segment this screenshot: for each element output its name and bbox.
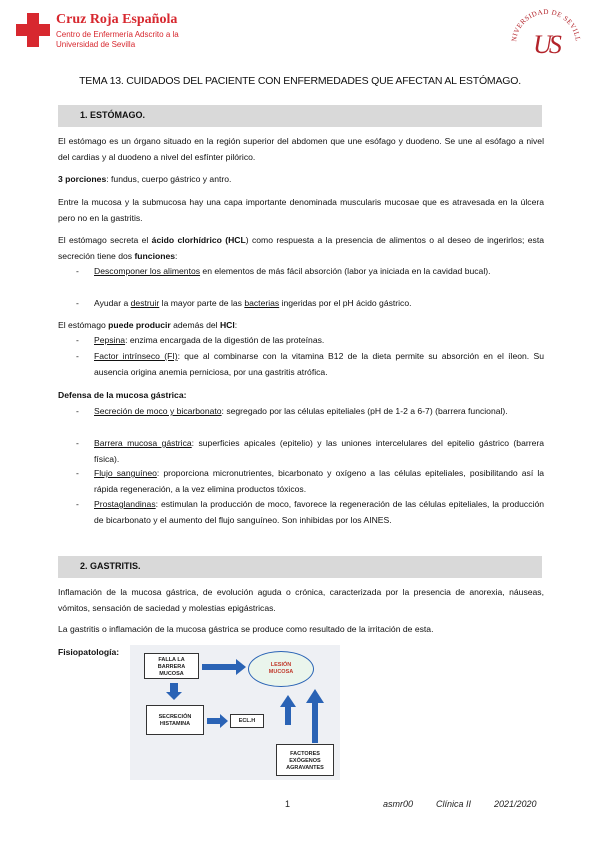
list-bullet: - (76, 406, 79, 416)
diagram-box-ecl: ECL.H (230, 714, 264, 728)
arrow-down-icon (166, 683, 182, 700)
list-bullet: - (76, 351, 79, 361)
list-item: Ayudar a destruir la mayor parte de las bacterias ingeridas por el pH ácido gástrico. (94, 298, 412, 308)
list-item: Flujo sanguíneo: proporciona micronutrientes, bicarbonato y oxígeno a las células epiteliales, posibilitando así la rápida regeneración, a la vez elimina productos tóxicos. (94, 468, 545, 494)
fisiopatologia-label: Fisiopatología: (58, 647, 120, 657)
red-cross-icon (16, 13, 50, 47)
list-item: Pepsina: enzima encargada de la digestión de las proteínas. (94, 335, 325, 345)
arrow-up-icon (306, 689, 324, 743)
footer-author: asmr00 (383, 799, 414, 809)
page-number: 1 (285, 799, 291, 809)
univ-arc-text: NIVERSIDAD DE SEVILL (510, 7, 582, 43)
list-item: Secreción de moco y bicarbonato: segregado por las células epiteliales (pH de 1-2 a 6-7) (barrera funcional). (94, 406, 508, 416)
footer-year: 2021/2020 (494, 799, 537, 809)
arrow-right-icon (207, 714, 228, 728)
defensa-heading: Defensa de la mucosa gástrica: (58, 390, 187, 400)
footer-course: Clínica II (436, 799, 472, 809)
list-item: Barrera mucosa gástrica: superficies apicales (epitelio) y las uniones intercelulares del epitelio gástrico (barrera física). (94, 438, 544, 464)
arrow-right-icon (202, 659, 246, 675)
list-item: Factor intrínseco (FI): que al combinarse con la vitamina B12 de la dieta permite su absorción en el íleon. Su ausencia origina anemia perniciosa, por una gastritis atrófica. (94, 351, 545, 377)
list-bullet: - (76, 298, 79, 308)
list-bullet: - (76, 438, 79, 448)
cruz-roja-logo (16, 10, 216, 58)
diagram-lesion-oval (248, 651, 314, 687)
paragraph: Inflamación de la mucosa gástrica, de evolución aguda o crónica, caracterizada por la presencia de anorexia, náuseas, vómitos, sensación de saciedad y molestias epigástricas. (58, 587, 544, 613)
fisiopatologia-diagram (130, 645, 340, 780)
list-bullet: - (76, 335, 79, 345)
diagram-box-secrecion: SECRECIÓN HISTAMINA (146, 705, 204, 735)
paragraph: Entre la mucosa y la submucosa hay una capa importante denominada muscularis mucosae que es atravesada en la úlcera pero no en la gastritis. (58, 197, 544, 223)
list-item: Prostaglandinas: estimulan la producción de moco, favorece la regeneración de las células epiteliales, la producción de bicarbonato y el aumento del flujo sanguíneo. Son inhibidas por los AINES. (94, 499, 544, 525)
section-heading-gastritis (58, 556, 542, 578)
paragraph: 3 porciones: fundus, cuerpo gástrico y antro. (58, 174, 232, 184)
arrow-up-icon (280, 695, 296, 725)
diagram-box-factores: FACTORES EXÓGENOS AGRAVANTES (276, 744, 334, 776)
page-title: TEMA 13. CUIDADOS DEL PACIENTE CON ENFERMEDADES QUE AFECTAN AL ESTÓMAGO. (79, 75, 521, 87)
diagram-box-falla-barrera: FALLA LA BARRERA MUCOSA (144, 653, 199, 679)
org-name: Cruz Roja Española (56, 12, 178, 27)
paragraph: El estómago es un órgano situado en la región superior del abdomen que une esófago y duodeno. Se une al esófago a nivel del cardias y al duodeno a nivel del esfínter pilórico. (58, 136, 544, 162)
section-heading-estomago (58, 105, 542, 127)
diagram-lesion-text: LESIÓN MUCOSA (268, 662, 294, 675)
list-bullet: - (76, 266, 79, 276)
org-sub1: Centro de Enfermería Adscrito a la (56, 30, 179, 39)
univ-monogram: US (533, 30, 559, 59)
list-item: Descomponer los alimentos en elementos de más fácil absorción (labor ya iniciada en la cavidad bucal). (94, 266, 491, 276)
paragraph: El estómago secreta el ácido clorhídrico (HCL) como respuesta a la presencia de alimentos o al deseo de ingerirlos; esta secreción tiene dos funciones: (58, 235, 544, 261)
list-bullet: - (76, 499, 79, 509)
section-heading-text: 1. ESTÓMAGO. (80, 110, 146, 120)
section-heading-text: 2. GASTRITIS. (80, 561, 141, 571)
org-sub2: Universidad de Sevilla (56, 40, 136, 49)
list-bullet: - (76, 468, 79, 478)
paragraph: La gastritis o inflamación de la mucosa gástrica se produce como resultado de la irritación de esta. (58, 624, 434, 634)
universidad-sevilla-logo (508, 4, 584, 66)
paragraph: El estómago puede producir además del HCl: (58, 320, 238, 330)
